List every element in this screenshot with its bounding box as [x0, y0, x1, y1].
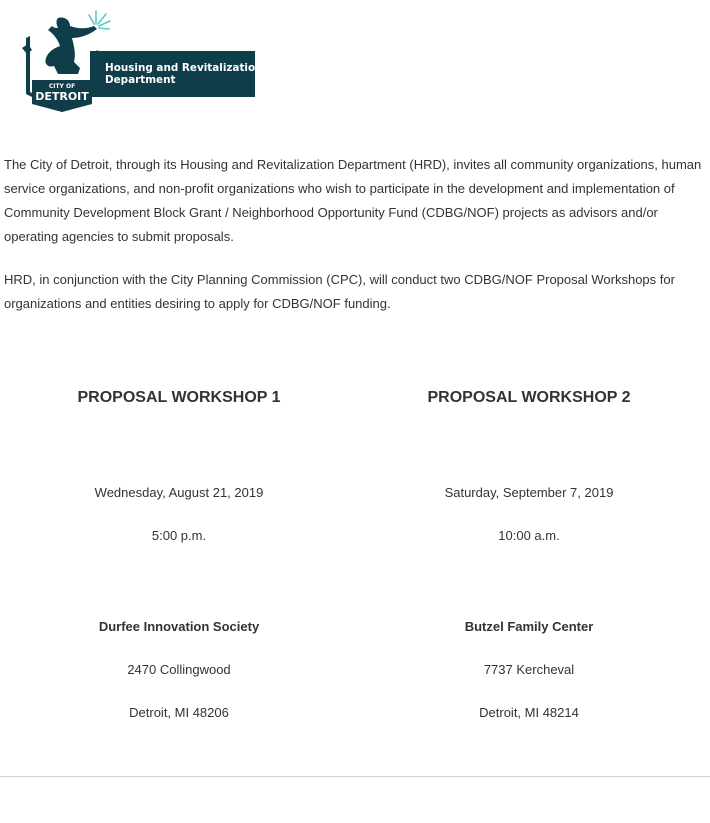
intro-paragraph-2: HRD, in conjunction with the City Planning Commission (CPC), will conduct two CDBG/NOF Proposal Workshops for organizations and entities desiring to apply for CDBG/NOF funding.	[4, 272, 675, 311]
workshop-1-date: Wednesday, August 21, 2019	[94, 485, 264, 500]
workshop-1-venue: Durfee Innovation Society	[98, 619, 260, 634]
workshop-1-street: 2470 Collingwood	[127, 662, 231, 677]
department-banner	[90, 51, 263, 97]
header-logo	[18, 8, 263, 116]
workshop-2-city: Detroit, MI 48214	[479, 705, 579, 720]
intro-text	[4, 153, 704, 335]
workshop-2-date: Saturday, September 7, 2019	[444, 485, 614, 500]
department-name-line1: Housing and Revitalization	[105, 62, 263, 74]
workshop-2-title: PROPOSAL WORKSHOP 2	[427, 389, 631, 406]
department-name-line2: Department	[105, 74, 176, 86]
seal-text-line1: CITY OF	[48, 83, 76, 90]
workshop-2-street: 7737 Kercheval	[483, 662, 575, 677]
workshop-2-venue: Butzel Family Center	[464, 619, 594, 634]
seal-text-line2: DETROIT	[35, 90, 89, 103]
workshop-1-time: 5:00 p.m.	[151, 528, 207, 543]
workshop-2-time: 10:00 a.m.	[498, 528, 560, 543]
footer-divider	[0, 776, 710, 777]
intro-paragraph-1: The City of Detroit, through its Housing and Revitalization Department (HRD), invites all community organizations, human service organizations, and non-profit organizations who wish to participate in the development and implementation of Community Development Block Grant / Neighborhood Opportunity Fund (CDBG/NOF) projects as advisors and/or operating agencies to submit proposals.	[4, 157, 702, 244]
workshop-1-city: Detroit, MI 48206	[129, 705, 229, 720]
workshop-1-title: PROPOSAL WORKSHOP 1	[77, 389, 281, 406]
